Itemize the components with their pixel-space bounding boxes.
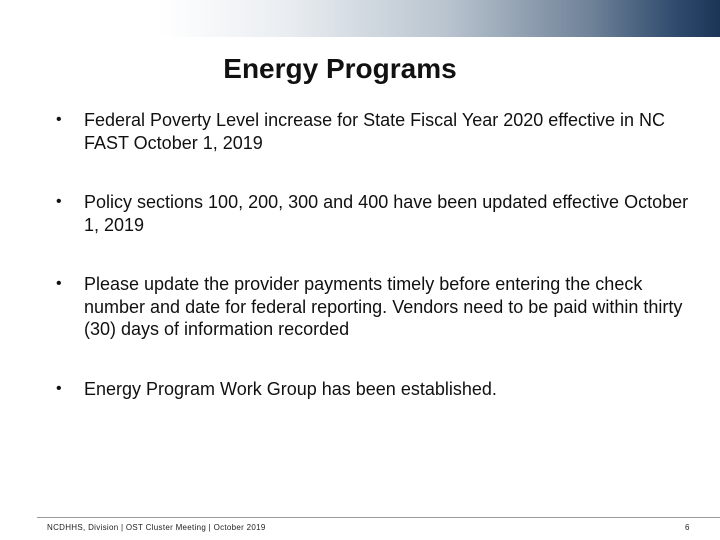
- bullet-item: [56, 378, 696, 401]
- bullet-dot-icon: •: [56, 111, 62, 128]
- bullet-text: Please update the provider payments timely before entering the check number and date for federal reporting. Vendors need to be paid within thirty (30) days of information recorded: [84, 274, 683, 339]
- slide-title: Energy Programs: [223, 53, 457, 84]
- header-gradient-band: [0, 0, 720, 37]
- bullet-dot-icon: •: [56, 379, 62, 397]
- bullet-text: Policy sections 100, 200, 300 and 400 have been updated effective October 1, 2019: [84, 192, 689, 235]
- bullet-list: [56, 109, 696, 400]
- bullet-dot-icon: •: [56, 193, 62, 210]
- page-number: 6: [685, 523, 690, 532]
- bullet-dot-icon: •: [56, 275, 62, 292]
- bullet-item: [56, 273, 696, 341]
- bullet-item: [56, 109, 696, 154]
- footer-divider: [37, 517, 720, 518]
- bullet-text: Federal Poverty Level increase for State Fiscal Year 2020 effective in NC FAST October 1, 2019: [84, 110, 665, 153]
- footer-text: NCDHHS, Division | OST Cluster Meeting | October 2019: [47, 523, 266, 532]
- bullet-item: [56, 191, 696, 236]
- bullet-text: Energy Program Work Group has been established.: [84, 378, 497, 399]
